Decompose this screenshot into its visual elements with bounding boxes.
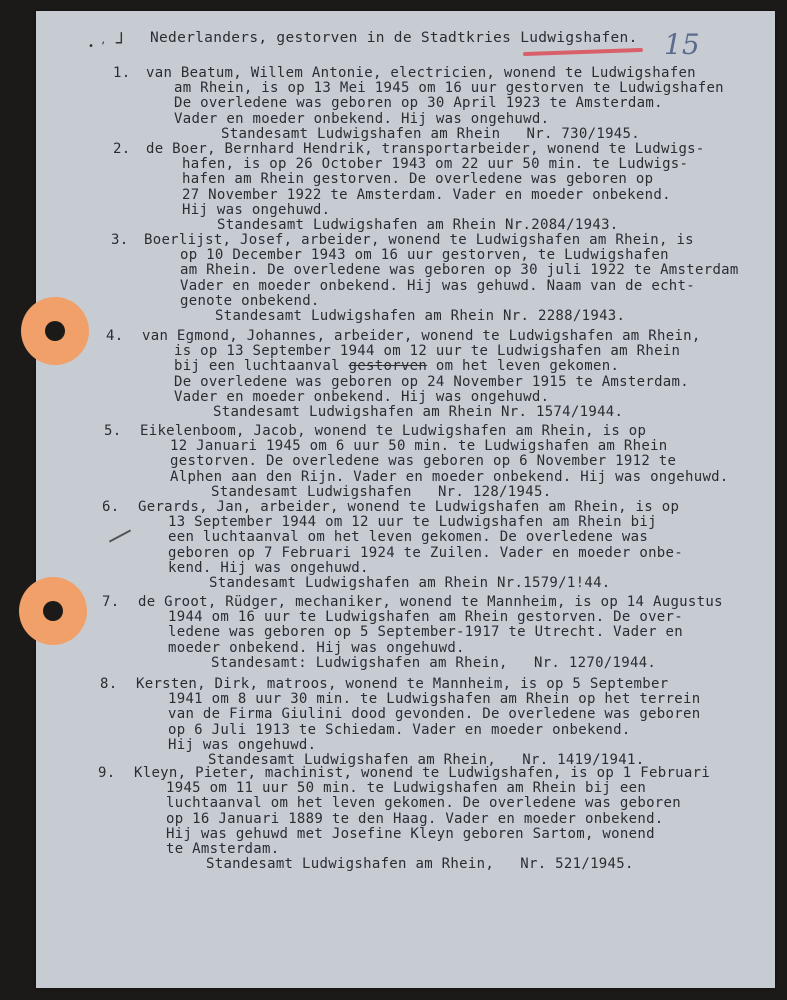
entry-text-line: Kersten, Dirk, matroos, wonend te Mannheim, is op 5 September	[136, 676, 669, 692]
entry-text-line: am Rhein, is op 13 Mei 1945 om 16 uur gestorven te Ludwigshafen	[174, 80, 724, 97]
entry-text-line: 27 November 1922 te Amsterdam. Vader en moeder onbekend.	[182, 186, 671, 203]
entry-text-line: Alphen aan den Rijn. Vader en moeder onbekend. Hij was ongehuwd.	[170, 468, 729, 485]
entry-text-line: van Beatum, Willem Antonie, electricien, wonend te Ludwigshafen	[146, 65, 696, 81]
entry-text-line: Eikelenboom, Jacob, wonend te Ludwigshafen am Rhein, is op	[140, 423, 647, 439]
entry-registry: Standesamt Ludwigshafen am Rhein Nr.2084/1943.	[217, 217, 619, 233]
entry-text-line: Hij was ongehuwd.	[182, 201, 331, 218]
entry-text-line: De overledene was geboren op 30 April 1923 te Amsterdam.	[174, 95, 663, 112]
entry-text-line: op 16 Januari 1889 te den Haag. Vader en moeder onbekend.	[166, 810, 664, 827]
entry-text-line: De overledene was geboren op 24 November 1915 te Amsterdam.	[174, 373, 689, 390]
entry-text-line: luchtaanval om het leven gekomen. De overledene was geboren	[166, 795, 681, 812]
entry-text-line: 12 Januari 1945 om 6 uur 50 min. te Ludwigshafen am Rhein	[170, 438, 668, 455]
entry-text-line: Vader en moeder onbekend. Hij was gehuwd. Naam van de echt-	[180, 277, 695, 294]
entry-text-line: 1944 om 16 uur te Ludwigshafen am Rhein gestorven. De over-	[168, 609, 683, 626]
entry-text-line: moeder onbekend. Hij was ongehuwd.	[168, 639, 465, 656]
entry-text-line: ledene was geboren op 5 September-1917 te Utrecht. Vader en	[168, 624, 683, 641]
entry-registry: Standesamt Ludwigshafen am Rhein, Nr. 1419/1941.	[208, 752, 645, 768]
entry-text-line: is op 13 September 1944 om 12 uur te Ludwigshafen am Rhein	[174, 343, 681, 360]
entry-text-line: op 10 December 1943 om 16 uur gestorven, te Ludwigshafen	[180, 247, 669, 264]
entry-number: 8.	[100, 676, 118, 692]
entry-number: 1.	[113, 65, 131, 81]
entry-text-line: genote onbekend.	[180, 292, 320, 309]
punch-hole-bottom	[19, 577, 87, 645]
entry-text-line: te Amsterdam.	[166, 841, 280, 857]
entry-text-line: 1945 om 11 uur 50 min. te Ludwigshafen am Rhein bij een	[166, 780, 647, 797]
entry-text-line: van de Firma Giulini dood gevonden. De overledene was geboren	[168, 706, 701, 723]
entry-number: 2.	[113, 141, 131, 157]
entry-number: 6.	[102, 499, 120, 515]
entry-text-line: op 6 Juli 1913 te Schiedam. Vader en moeder onbekend.	[168, 721, 631, 738]
entry-text-line: Kleyn, Pieter, machinist, wonend te Ludwigshafen, is op 1 Februari	[134, 765, 711, 781]
entry-registry: Standesamt Ludwigshafen Nr. 128/1945.	[211, 483, 552, 500]
entry-text-line: Boerlijst, Josef, arbeider, wonend te Ludwigshafen am Rhein, is	[144, 232, 694, 248]
entry-number: 5.	[104, 423, 122, 439]
entry-number: 3.	[111, 232, 129, 248]
entry-text-line: Hij was gehuwd met Josefine Kleyn geboren Sartom, wonend	[166, 825, 655, 842]
entry-text-line: am Rhein. De overledene was geboren op 30 juli 1922 te Amsterdam	[180, 262, 739, 279]
ink-speck: ┘	[116, 33, 127, 54]
entry-text-line: 1941 om 8 uur 30 min. te Ludwigshafen am Rhein op het terrein	[168, 691, 701, 708]
entry-text-line: kend. Hij was ongehuwd.	[168, 559, 369, 576]
entry-number: 7.	[102, 594, 120, 610]
page-title: Nederlanders, gestorven in de Stadtkries Ludwigshafen.	[150, 30, 638, 46]
entry-text-line: gestorven. De overledene was geboren op 6 November 1912 te	[170, 453, 677, 470]
entry-registry: Standesamt Ludwigshafen am Rhein Nr. 1574/1944.	[213, 404, 624, 420]
margin-note: 15	[664, 28, 700, 61]
entry-text-line: Vader en moeder onbekend. Hij was ongehuwd.	[174, 110, 550, 127]
entry-number: 9.	[98, 765, 116, 781]
entry-registry: Standesamt Ludwigshafen am Rhein, Nr. 521/1945.	[206, 856, 634, 873]
entry-text-line: hafen am Rhein gestorven. De overledene was geboren op	[182, 171, 654, 188]
entry-text-line: Gerards, Jan, arbeider, wonend te Ludwigshafen am Rhein, is op	[138, 499, 680, 515]
entry-text-line: 13 September 1944 om 12 uur te Ludwigshafen am Rhein bij	[168, 514, 657, 531]
entry-registry: Standesamt Ludwigshafen am Rhein Nr. 2288/1943.	[215, 308, 626, 324]
entry-text-line: Vader en moeder onbekend. Hij was ongehuwd.	[174, 388, 550, 405]
entry-text-line: de Groot, Rüdger, mechaniker, wonend te Mannheim, is op 14 Augustus	[138, 594, 723, 610]
entry-text-line: geboren op 7 Februari 1924 te Zuilen. Vader en moeder onbe-	[168, 544, 683, 561]
entry-number: 4.	[106, 328, 124, 344]
entry-registry: Standesamt Ludwigshafen am Rhein Nr.1579/1!44.	[209, 575, 611, 591]
entry-text-line: Hij was ongehuwd.	[168, 736, 317, 753]
struck-word: gestorven	[348, 358, 428, 375]
entry-text-line: van Egmond, Johannes, arbeider, wonend te Ludwigshafen am Rhein,	[142, 328, 701, 344]
entry-text-line: een luchtaanval om het leven gekomen. De overledene was	[168, 529, 649, 546]
punch-hole-top	[21, 297, 89, 365]
entry-text-line: de Boer, Bernhard Hendrik, transportarbeider, wonend te Ludwigs-	[146, 141, 705, 157]
entry-registry: Standesamt: Ludwigshafen am Rhein, Nr. 1270/1944.	[211, 654, 657, 671]
entry-text-line: bij een luchtaanval gestorven om het leven gekomen.	[174, 358, 620, 375]
entry-registry: Standesamt Ludwigshafen am Rhein Nr. 730/1945.	[221, 125, 640, 142]
entry-text-line: hafen, is op 26 October 1943 om 22 uur 50 min. te Ludwigs-	[182, 156, 689, 173]
ink-speck: • ʼ	[88, 41, 107, 52]
